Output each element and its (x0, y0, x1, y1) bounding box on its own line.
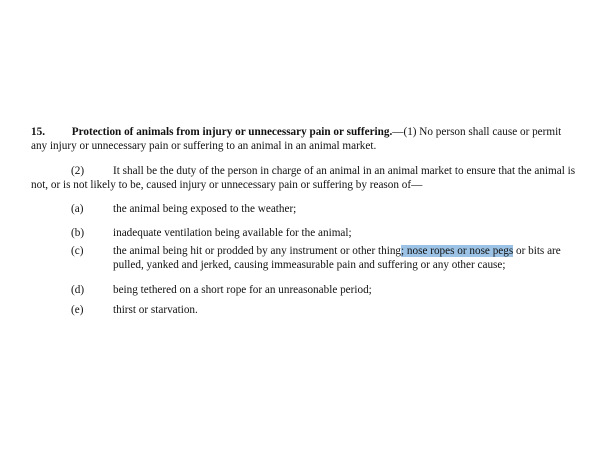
subsection-1-lead: —(1) No person shall cause or permit (392, 126, 562, 138)
subsection-1-continuation: any injury or unnecessary pain or suffering to an animal in an animal market. (31, 140, 377, 152)
clause-b-text: inadequate ventilation being available for the animal; (113, 227, 352, 239)
clause-b-marker: (b) (71, 227, 85, 239)
clause-c-text-before: the animal being hit or prodded by any instrument or other thing (113, 245, 402, 257)
section-heading: Protection of animals from injury or unnecessary pain or suffering. (71, 126, 393, 138)
section-number: 15. (31, 126, 45, 138)
clause-c-line1 (113, 244, 561, 258)
clause-d-marker: (d) (71, 284, 85, 296)
highlighted-text-selection[interactable]: ; nose ropes or nose pegs (401, 245, 514, 257)
clause-e-text: thirst or starvation. (113, 304, 198, 316)
subsection-2-line1: It shall be the duty of the person in charge of an animal in an animal market to ensure that the animal is (113, 165, 576, 177)
clause-c-line2: pulled, yanked and jerked, causing immeasurable pain and suffering or any other cause; (113, 259, 506, 271)
clause-e-marker: (e) (71, 304, 84, 316)
clause-a-marker: (a) (71, 203, 84, 215)
section-heading-line (31, 125, 581, 139)
subsection-2-marker: (2) (71, 165, 85, 177)
clause-a-text: the animal being exposed to the weather; (113, 203, 297, 215)
subsection-2-line2: not, or is not likely to be, caused injury or unnecessary pain or suffering by reason of— (31, 179, 423, 191)
clause-d-text: being tethered on a short rope for an unreasonable period; (113, 284, 372, 296)
clause-c-marker: (c) (71, 245, 84, 257)
clause-c-text-after: or bits are (513, 245, 561, 257)
